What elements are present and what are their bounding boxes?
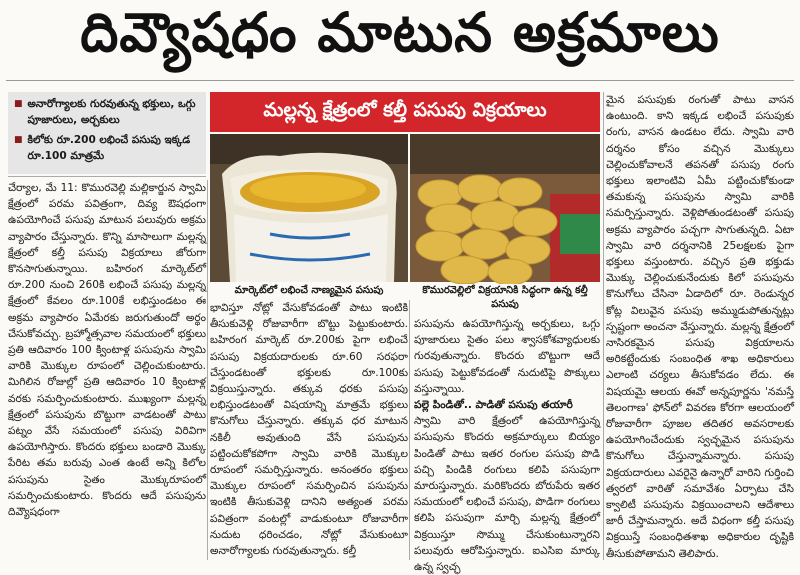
square-bullet-icon: ■ xyxy=(14,99,23,109)
summary-bullet xyxy=(14,96,200,128)
summary-bullet-text: కిలోకు రూ.200 లభించే పసుపు ఇక్కడ రూ.100 మాత్రమే xyxy=(27,134,191,162)
summary-bullet-text: అనారోగ్యాలకు గురవుతున్న భక్తులు, ఒగ్గు పూజారులు, అర్చకులు xyxy=(27,98,196,126)
article-column-4 xyxy=(606,92,794,560)
article-column-1 xyxy=(8,180,206,560)
column-rule xyxy=(207,180,208,560)
column-rule xyxy=(409,300,410,560)
subheadline-banner: మల్లన్న క్షేత్రంలో కల్తీ పసుపు విక్రయాలు xyxy=(210,92,600,132)
article-column-3 xyxy=(414,316,600,574)
turmeric-sack-illustration xyxy=(210,134,408,282)
article-paragraph: మైన పసుపుకు రంగుతో పాటు వాసన ఉంటుంది. కాని ఇక్కడ లభించే పసుపుకు రంగు, వాసన ఉండటం లేదు. స్వామి వారి దర్శనం కోసం వచ్చిన మొక్కులు చెల్లించుకోవాలనే తపనతో పసుపు రంగు భక్తులు ఇలాంటివి ఏమీ పట్టించుకోకుండా తమకున్న పసుపును స్వామి వారికి సమర్పిస్తున్నారు. వెళ్లిపోతుండటంతో పసుపు అక్రమ వ్యాపారం పచ్చగా సాగుతున్నది. ఏటా స్వామి వారి దర్శనానికి 25లక్షలకు పైగా భక్తులు వస్తుంటారు. వచ్చిన ప్రతి భక్తుడు మొక్కు చెల్లించుకునేందుకు కిలో పసుపును కొనుగోలు చేసినా ఏడాదిలో రూ. రెండున్నర కోట్ల విలువైన పసుపు అమ్ముడుపోతున్నట్లు స్పష్టంగా అంచనా వేస్తున్నారు. మల్లన్న క్షేత్రంలో నాసిరకమైన పసుపు విక్రయాలను అరికట్టేందుకు సంబంధిత శాఖ అధికారులు ఎలాంటి చర్యలు తీసుకోవడం లేదు. ఈ విషయమై ఆలయ ఈవో అన్నపూర్ణను 'నమస్తే తెలంగాణ' ఫోన్‌లో వివరణ కోరగా ఆలయంలో రోజువారీగా పూజల తదితర అవసరాలకు ఉపయోగించేందుకు స్వచ్ఛమైన పసుపును కొనుగోలు చేస్తున్నామన్నారు. పసుపు విక్రయదారులు ఎవరైనై ఉన్నారో వారిని గుర్తించి త్వరలో వారితో సమావేశం ఏర్పాటు చేసి క్వాలిటీ పసుపును విక్రయించాలని ఆదేశాలు జారీ చేస్తామన్నారు. అదే విధంగా కల్తీ పసుపు విక్రయిస్తే సంబంధితశాఖ అధికారుల దృష్టికి తీసుకుపోతామని తెలిపారు. xyxy=(606,94,794,560)
article-subheading: పల్లె పిండితో.. పాడితో పసుపు తయారీ xyxy=(414,399,573,412)
column-rule xyxy=(603,92,604,560)
turmeric-packets-illustration xyxy=(410,134,600,282)
photo-caption: మార్కెట్‌లో లభించే నాణ్యమైన పసుపు xyxy=(210,284,408,298)
article-paragraph: చేర్యాల, మే 11: కొమురవెల్లి మల్లికార్జున స్వామి క్షేత్రంలో పరమ పవిత్రంగా, దివ్య ఔషధంగా ఉపయోగించే పసుపు మాటున పలువురు అక్రమ వ్యాపారం చేస్తున్నారు. కొన్ని మాసాలుగా మల్లన్న క్షేత్రంలో కల్తీ పసుపు విక్రయాలు జోరుగా కొనసాగుతున్నాయి. బహిరంగ మార్కెట్‌లో రూ.200 నుంచి 260కి లభించే పసుపు మల్లన్న క్షేత్రంలో కేవలం రూ.100కే లభిస్తుండటం ఈ అక్రమ వ్యాపారం ఏమేరకు జరుగుతుందో అర్థం చేసుకోవచ్చు. బ్రహ్మోత్సవాల సమయంలో భక్తులు ప్రతి ఆదివారం 100 క్వింటాళ్ల పసుపును స్వామి వారికి మొక్కుల రూపంలో చెల్లించుకుంటారు. మిగిలిన రోజుల్లో ప్రతి ఆదివారం 10 క్వింటాళ్ల వరకు సమర్పించుకుంటారు. ముఖ్యంగా మల్లన్న క్షేత్రంలో పసుపును బొట్టుగా వాడటంతో పాటు పట్నం వేసే సమయంలో పసుపు విరివిగా ఉపయోగిస్తారు. కొందరు భక్తులు బండారి మొక్కు పేరిట తమ బరువు ఎంత ఉంటే అన్ని కిలోల పసుపును సైతం మొక్కురూపంలో సమర్పించుకుంటారు. కొందరు ఆదే పసుపును దివ్యౌషధంగా xyxy=(8,182,206,519)
summary-bullet xyxy=(14,132,200,164)
box-rule xyxy=(8,176,206,177)
headline: దివ్యౌషధం మాటున అక్రమాలు xyxy=(80,0,720,64)
headline-rule xyxy=(6,80,794,81)
article-paragraph: స్వామి వారి క్షేత్రంలో ఉపయోగిస్తున్న పసుపును కొందరు అక్రమార్కులు బియ్యం పిండితో పాటు ఇతర రంగుల పసుపు పొడి పచ్చి పిండికి రంగులు కలిపి పసుపుగా మారుస్తున్నారు. మరికొందరు బోరుపేరు ఇతర సమయంలో లభించే పసుపు, పొడిగా రంగులు కలిపి పసుపుగా మార్చి మల్లన్న క్షేత్రంలో విక్రయిస్తూ సొమ్ము చేసుకుంటున్నారని పలువురు ఆరోపిస్తున్నారు. ఐఎసిఐ మార్కు ఉన్న స్వచ్ఛ xyxy=(414,415,600,574)
photo-caption: కొమురవెల్లిలో విక్రయానికి సిద్ధంగా ఉన్న కల్తీ పసుపు xyxy=(410,284,600,312)
article-paragraph: భావిస్తూ నోట్లో వేసుకోవడంతో పాటు ఇంటికి తీసుకువెళ్లి రోజువారీగా బొట్టు పెట్టుకుంటారు. బహిరంగ మార్కెట్ రూ.200కు పైగా లభించే పసుపు విక్రయదారులకు రూ.60 సరఫరా చేస్తుండటంతో భక్తులకు రూ.100కు విక్రయిస్తున్నారు. తక్కువ ధరకు పసుపు లభిస్తుండటంతో విషయాన్ని మాత్రమే భక్తులు కొనుగోలు చేస్తున్నారు. తక్కువ ధర మాటున నకిలీ అవుతుంది వేసే పసుపును పట్టించుకోకపోగా స్వామి వారికి మొక్కుల రూపంలో సమర్పిస్తున్నారు. అనంతరం భక్తులు మొక్కుల రూపంలో సమర్పించిన పసుపును ఇంటికి తీసుకువెళ్లి దానిని అత్యంత పరమ పవిత్రంగా వంటల్లో వాడుకుంటూ రోజువారీగా నుదుట ధరించడం, నోట్లో వేసుకుంటూ అనారోగ్యాలకు గురవుతున్నారు. కల్తీ xyxy=(210,302,408,558)
article-column-2 xyxy=(210,300,408,560)
square-bullet-icon: ■ xyxy=(14,135,23,145)
turmeric-packets-photo xyxy=(410,134,600,282)
article-paragraph: పసుపును ఉపయోగిస్తున్న అర్చకులు, ఒగ్గు పూజారులు సైతం పలు శ్వాసకోశవ్యాధులకు గురవుతున్నారు. కొందరు బొట్టుగా ఆదే పసుపు పెట్టుకోవడంతో నుదుటిపై పొక్కులు వస్తున్నాయి. xyxy=(414,318,600,395)
turmeric-sack-photo xyxy=(210,134,408,282)
summary-box xyxy=(8,92,206,174)
